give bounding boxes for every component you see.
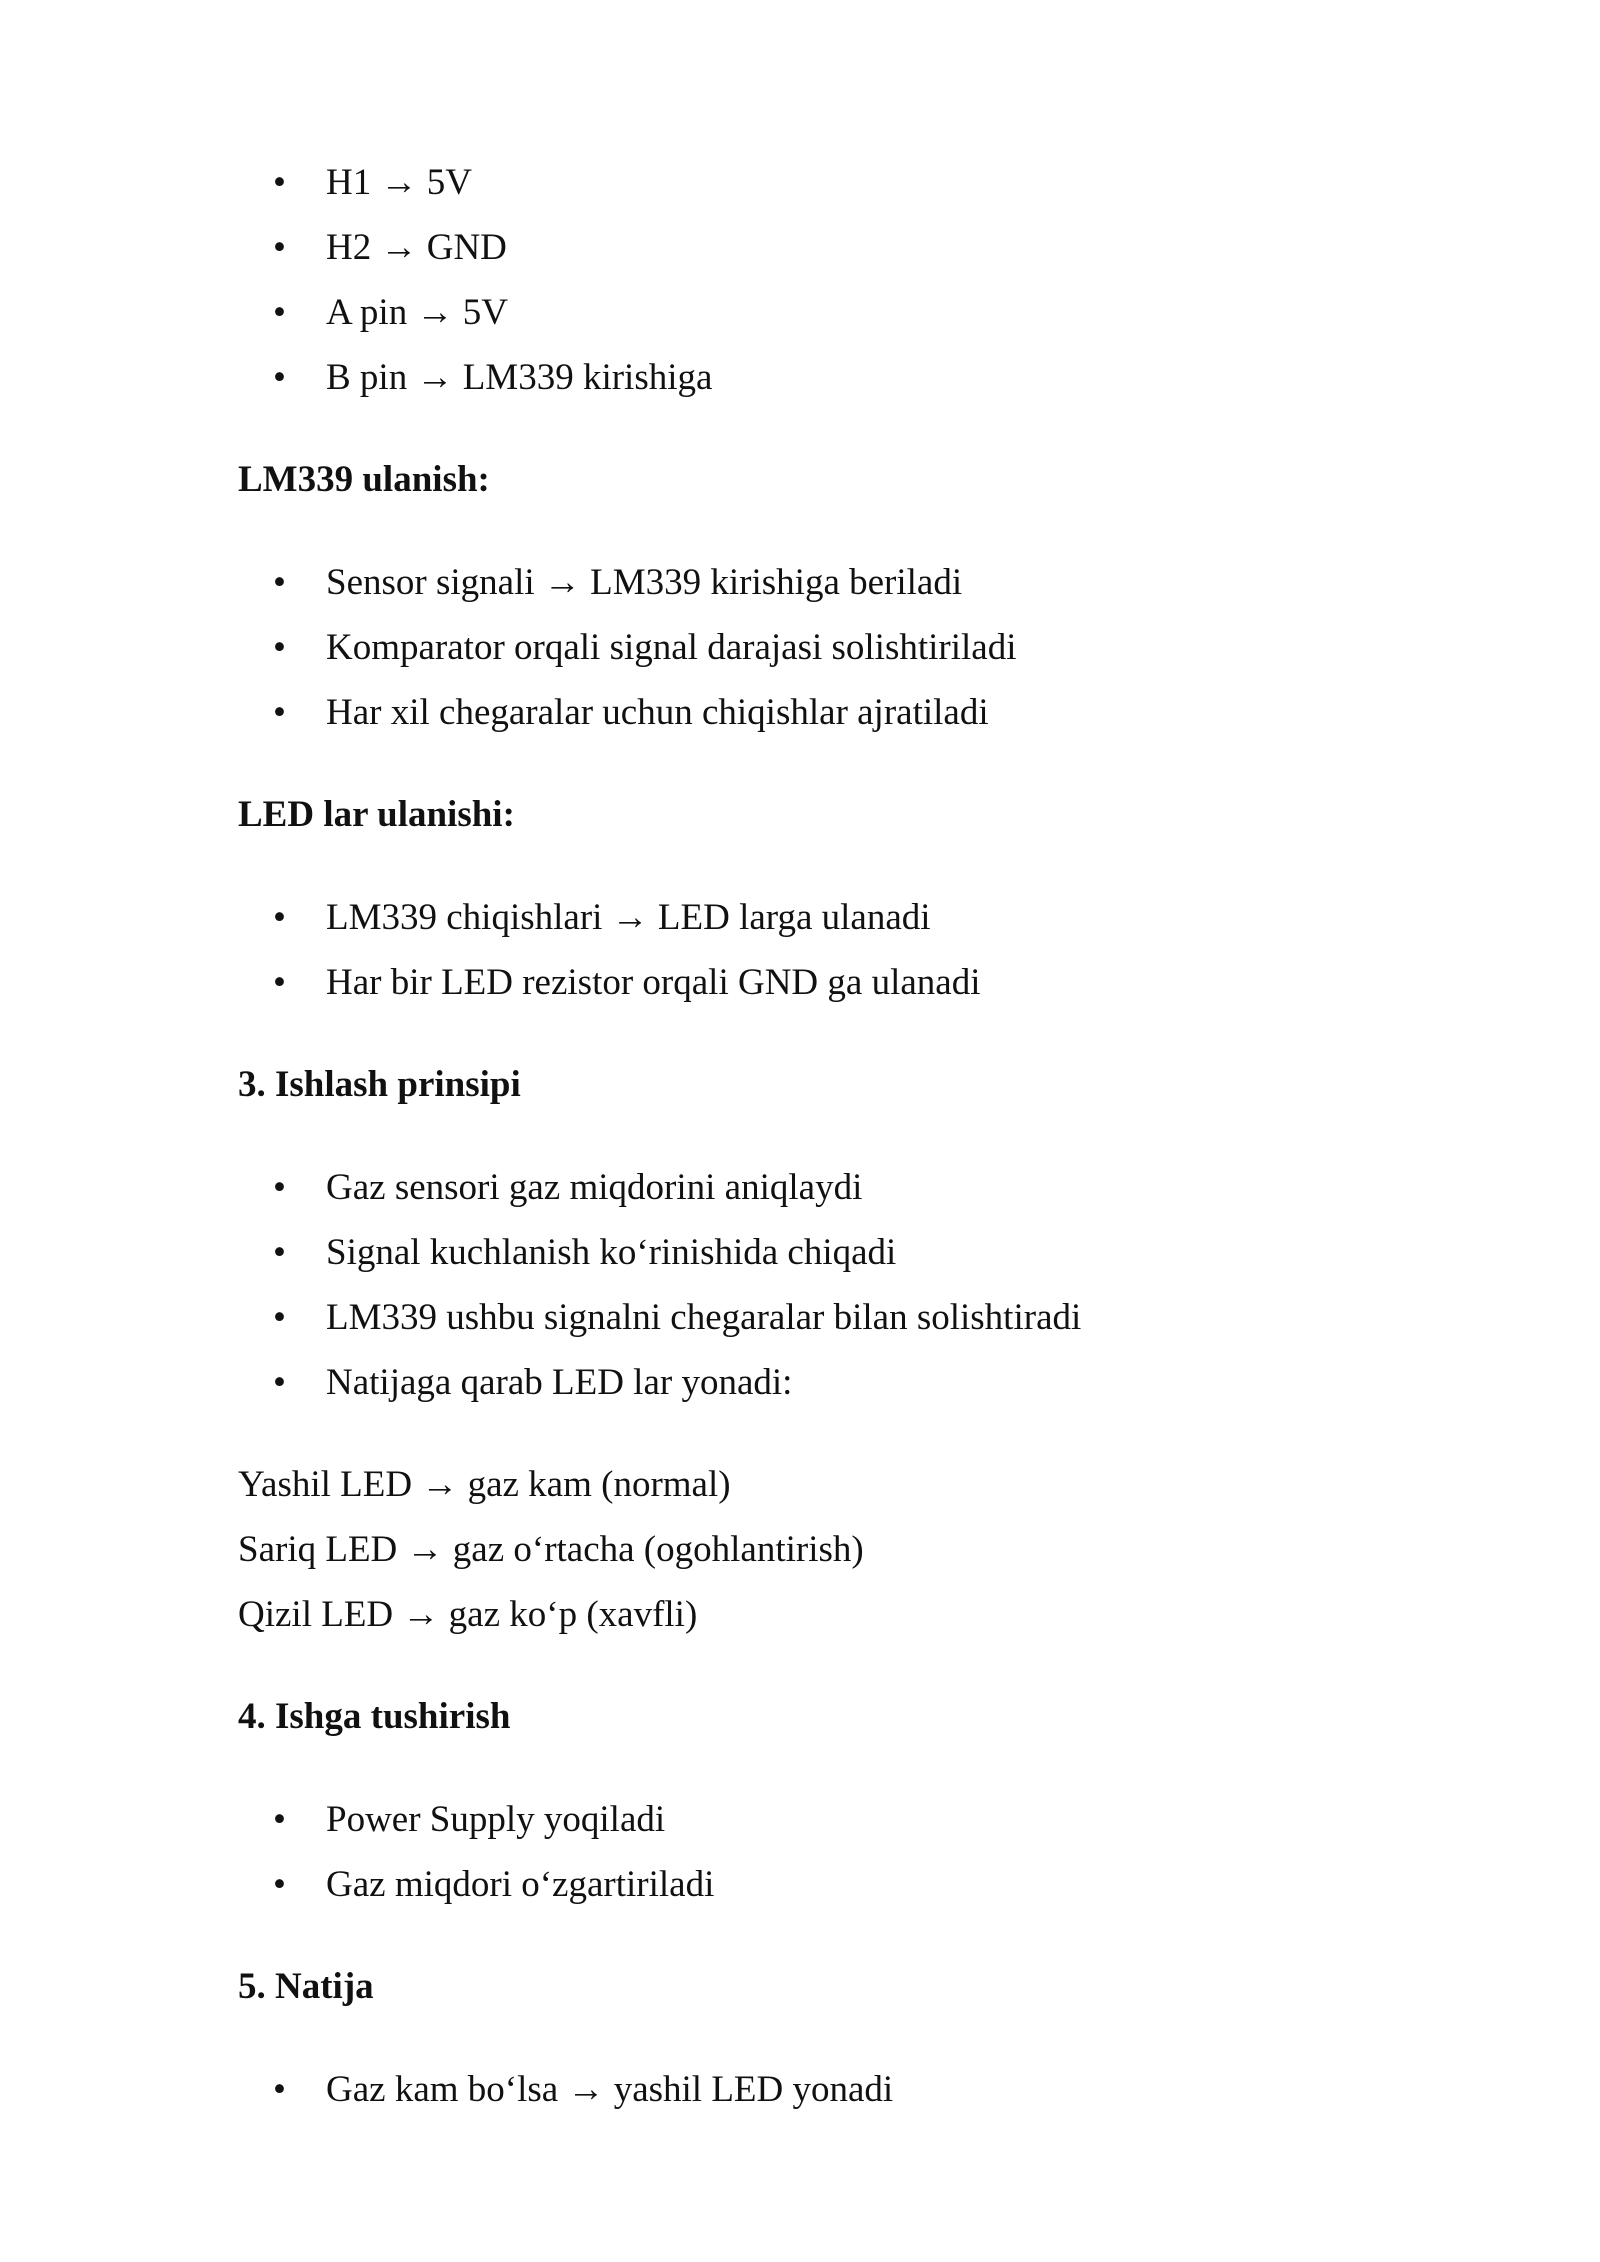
bullet: • xyxy=(273,562,286,603)
list-item-text: H1 → 5V xyxy=(326,162,472,203)
list-item-text: Komparator orqali signal darajasi solishtiriladi xyxy=(326,627,1017,668)
list-item xyxy=(238,885,1438,950)
list-item xyxy=(238,615,1438,680)
list-item-text: LM339 chiqishlari → LED larga ulanadi xyxy=(326,897,931,938)
led-list xyxy=(238,885,1438,1015)
bullet: • xyxy=(273,357,286,398)
bullet: • xyxy=(273,162,286,203)
list-item xyxy=(238,1852,1438,1917)
list-item-text: Har xil chegaralar uchun chiqishlar ajratiladi xyxy=(326,692,989,733)
start-heading: 4. Ishga tushirish xyxy=(238,1696,511,1737)
bullet: • xyxy=(273,1799,286,1840)
led-state-line: Yashil LED → gaz kam (normal) xyxy=(238,1464,731,1505)
list-item-text: B pin → LM339 kirishiga xyxy=(326,357,713,398)
list-item-text: Har bir LED rezistor orqali GND ga ulanadi xyxy=(326,962,981,1003)
bullet: • xyxy=(273,692,286,733)
list-item xyxy=(238,950,1438,1015)
led-state-line: Sariq LED → gaz o‘rtacha (ogohlantirish) xyxy=(238,1529,864,1570)
list-item-text: Signal kuchlanish ko‘rinishida chiqadi xyxy=(326,1232,897,1273)
document-content xyxy=(238,150,1438,2122)
led-heading: LED lar ulanishi: xyxy=(238,794,515,835)
bullet: • xyxy=(273,292,286,333)
bullet: • xyxy=(273,1232,286,1273)
led-state-line: Qizil LED → gaz ko‘p (xavfli) xyxy=(238,1594,698,1635)
list-item-text: H2 → GND xyxy=(326,227,507,268)
result-heading: 5. Natija xyxy=(238,1966,374,2007)
result-list xyxy=(238,2057,1438,2122)
list-item-text: LM339 ushbu signalni chegaralar bilan solishtiradi xyxy=(326,1297,1082,1338)
principle-heading: 3. Ishlash prinsipi xyxy=(238,1064,521,1105)
list-item xyxy=(238,280,1438,345)
list-item xyxy=(238,215,1438,280)
lm339-list xyxy=(238,550,1438,745)
list-item xyxy=(238,550,1438,615)
list-item xyxy=(238,345,1438,410)
list-item xyxy=(238,2057,1438,2122)
bullet: • xyxy=(273,897,286,938)
start-list xyxy=(238,1787,1438,1917)
list-item xyxy=(238,680,1438,745)
bullet: • xyxy=(273,2069,286,2110)
principle-list xyxy=(238,1155,1438,1415)
bullet: • xyxy=(273,227,286,268)
bullet: • xyxy=(273,1864,286,1905)
bullet: • xyxy=(273,1362,286,1403)
list-item xyxy=(238,1285,1438,1350)
list-item-text: Gaz sensori gaz miqdorini aniqlaydi xyxy=(326,1167,863,1208)
list-item-text: Power Supply yoqiladi xyxy=(326,1799,666,1840)
lm339-heading: LM339 ulanish: xyxy=(238,459,490,500)
list-item xyxy=(238,1787,1438,1852)
bullet: • xyxy=(273,962,286,1003)
list-item-text: Gaz kam bo‘lsa → yashil LED yonadi xyxy=(326,2069,894,2110)
list-item xyxy=(238,1220,1438,1285)
list-item-text: Natijaga qarab LED lar yonadi: xyxy=(326,1362,793,1403)
bullet: • xyxy=(273,1167,286,1208)
list-item xyxy=(238,1350,1438,1415)
bullet: • xyxy=(273,1297,286,1338)
list-item-text: A pin → 5V xyxy=(326,292,508,333)
list-item-text: Gaz miqdori o‘zgartiriladi xyxy=(326,1864,715,1905)
list-item xyxy=(238,1155,1438,1220)
list-item xyxy=(238,150,1438,215)
bullet: • xyxy=(273,627,286,668)
pins-list xyxy=(238,150,1438,410)
list-item-text: Sensor signali → LM339 kirishiga beriladi xyxy=(326,562,963,603)
